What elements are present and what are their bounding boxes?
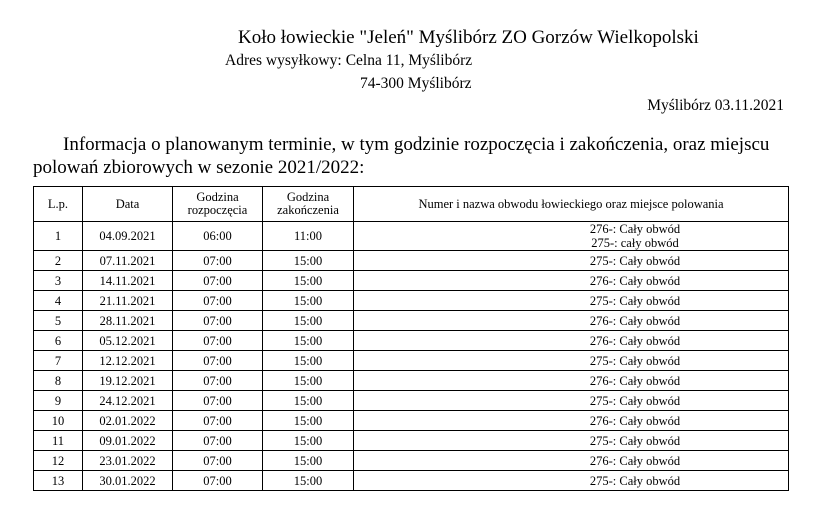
header-date: Data (83, 187, 173, 222)
cell-date: 28.11.2021 (83, 311, 173, 331)
address-line-1 (225, 52, 472, 70)
cell-end-time: 15:00 (263, 451, 354, 471)
table-row (34, 451, 789, 471)
table-row (34, 431, 789, 451)
cell-start-time: 07:00 (173, 331, 263, 351)
address-street: Celna 11, Myślibórz (345, 52, 473, 69)
cell-obwod (354, 222, 789, 251)
header-start-line2: rozpoczęcia (187, 203, 248, 217)
obwod-line: 276-: Cały obwód (589, 413, 681, 428)
cell-date: 23.01.2022 (83, 451, 173, 471)
cell-start-time: 07:00 (173, 471, 263, 491)
cell-lp: 12 (34, 451, 83, 471)
cell-start-time: 07:00 (173, 311, 263, 331)
table-row (34, 271, 789, 291)
table-row (34, 331, 789, 351)
cell-date: 02.01.2022 (83, 411, 173, 431)
cell-lp: 6 (34, 331, 83, 351)
cell-date: 30.01.2022 (83, 471, 173, 491)
table-row (34, 291, 789, 311)
cell-end-time: 15:00 (263, 431, 354, 451)
club-title: Koło łowieckie "Jeleń" Myślibórz ZO Gorzów Wielkopolski (238, 27, 699, 48)
table-row (34, 222, 789, 251)
cell-obwod (354, 451, 789, 471)
obwod-line: 275-: Cały obwód (589, 353, 681, 368)
cell-end-time: 15:00 (263, 371, 354, 391)
cell-lp: 5 (34, 311, 83, 331)
cell-date: 09.01.2022 (83, 431, 173, 451)
table-row (34, 311, 789, 331)
cell-date: 12.12.2021 (83, 351, 173, 371)
cell-obwod (354, 251, 789, 271)
cell-end-time: 15:00 (263, 251, 354, 271)
cell-date: 05.12.2021 (83, 331, 173, 351)
place-date: Myślibórz 03.11.2021 (647, 97, 784, 114)
cell-date: 04.09.2021 (83, 222, 173, 251)
cell-end-time: 15:00 (263, 391, 354, 411)
header-lp: L.p. (34, 187, 83, 222)
cell-end-time: 11:00 (263, 222, 354, 251)
cell-start-time: 07:00 (173, 431, 263, 451)
cell-start-time: 06:00 (173, 222, 263, 251)
cell-obwod (354, 471, 789, 491)
cell-obwod (354, 291, 789, 311)
cell-lp: 1 (34, 222, 83, 251)
obwod-line: 275-: Cały obwód (589, 393, 681, 408)
obwod-line: 275-: Cały obwód (589, 473, 681, 488)
cell-end-time: 15:00 (263, 291, 354, 311)
cell-lp: 7 (34, 351, 83, 371)
table-row (34, 411, 789, 431)
cell-obwod (354, 311, 789, 331)
table-body (34, 222, 789, 491)
cell-end-time: 15:00 (263, 271, 354, 291)
cell-obwod (354, 351, 789, 371)
cell-obwod (354, 371, 789, 391)
cell-start-time: 07:00 (173, 451, 263, 471)
obwod-line: 275-: Cały obwód (589, 293, 681, 308)
obwod-line: 275-: Cały obwód (589, 253, 681, 268)
cell-lp: 11 (34, 431, 83, 451)
table-row (34, 391, 789, 411)
cell-lp: 9 (34, 391, 83, 411)
header-end-line1: Godzina (286, 190, 330, 204)
cell-obwod (354, 331, 789, 351)
header-start-time (173, 187, 263, 222)
cell-date: 07.11.2021 (83, 251, 173, 271)
cell-end-time: 15:00 (263, 311, 354, 331)
obwod-line: 276-: Cały obwód (589, 313, 681, 328)
cell-date: 19.12.2021 (83, 371, 173, 391)
cell-start-time: 07:00 (173, 291, 263, 311)
obwod-line: 276-: Cały obwód (589, 373, 681, 388)
header-start-line1: Godzina (196, 190, 239, 204)
cell-lp: 3 (34, 271, 83, 291)
cell-obwod (354, 431, 789, 451)
cell-obwod (354, 271, 789, 291)
table-row (34, 251, 789, 271)
header-end-line2: zakończenia (277, 203, 339, 217)
cell-lp: 2 (34, 251, 83, 271)
obwod-line: 276-: Cały obwód (589, 333, 681, 348)
cell-lp: 4 (34, 291, 83, 311)
obwod-line: 276-: Cały obwód (589, 453, 681, 468)
header-obwod: Numer i nazwa obwodu łowieckiego oraz miejsce polowania (354, 187, 789, 222)
cell-start-time: 07:00 (173, 411, 263, 431)
cell-date: 14.11.2021 (83, 271, 173, 291)
table-row (34, 371, 789, 391)
obwod-line: 276-: Cały obwód (589, 222, 681, 236)
intro-paragraph: Informacja o planowanym terminie, w tym godzinie rozpoczęcia i zakończenia, oraz miejscu polowań zbiorowych w sezonie 2021/2022: (33, 134, 770, 178)
cell-start-time: 07:00 (173, 251, 263, 271)
header-end-time (263, 187, 354, 222)
table-row (34, 471, 789, 491)
cell-end-time: 15:00 (263, 351, 354, 371)
address-line-2: 74-300 Myślibórz (360, 75, 472, 92)
cell-start-time: 07:00 (173, 351, 263, 371)
cell-end-time: 15:00 (263, 411, 354, 431)
obwod-line: 276-: Cały obwód (589, 273, 681, 288)
cell-lp: 8 (34, 371, 83, 391)
cell-obwod (354, 411, 789, 431)
cell-start-time: 07:00 (173, 271, 263, 291)
cell-lp: 10 (34, 411, 83, 431)
cell-lp: 13 (34, 471, 83, 491)
cell-start-time: 07:00 (173, 371, 263, 391)
cell-obwod (354, 391, 789, 411)
cell-date: 24.12.2021 (83, 391, 173, 411)
obwod-line: 275-: Cały obwód (589, 433, 681, 448)
cell-end-time: 15:00 (263, 331, 354, 351)
address-label: Adres wysyłkowy: (225, 52, 342, 69)
table-header-row (34, 187, 789, 222)
cell-date: 21.11.2021 (83, 291, 173, 311)
cell-start-time: 07:00 (173, 391, 263, 411)
obwod-line: 275-: cały obwód (591, 236, 679, 250)
table-row (34, 351, 789, 371)
cell-end-time: 15:00 (263, 471, 354, 491)
hunting-schedule-table (33, 186, 789, 491)
